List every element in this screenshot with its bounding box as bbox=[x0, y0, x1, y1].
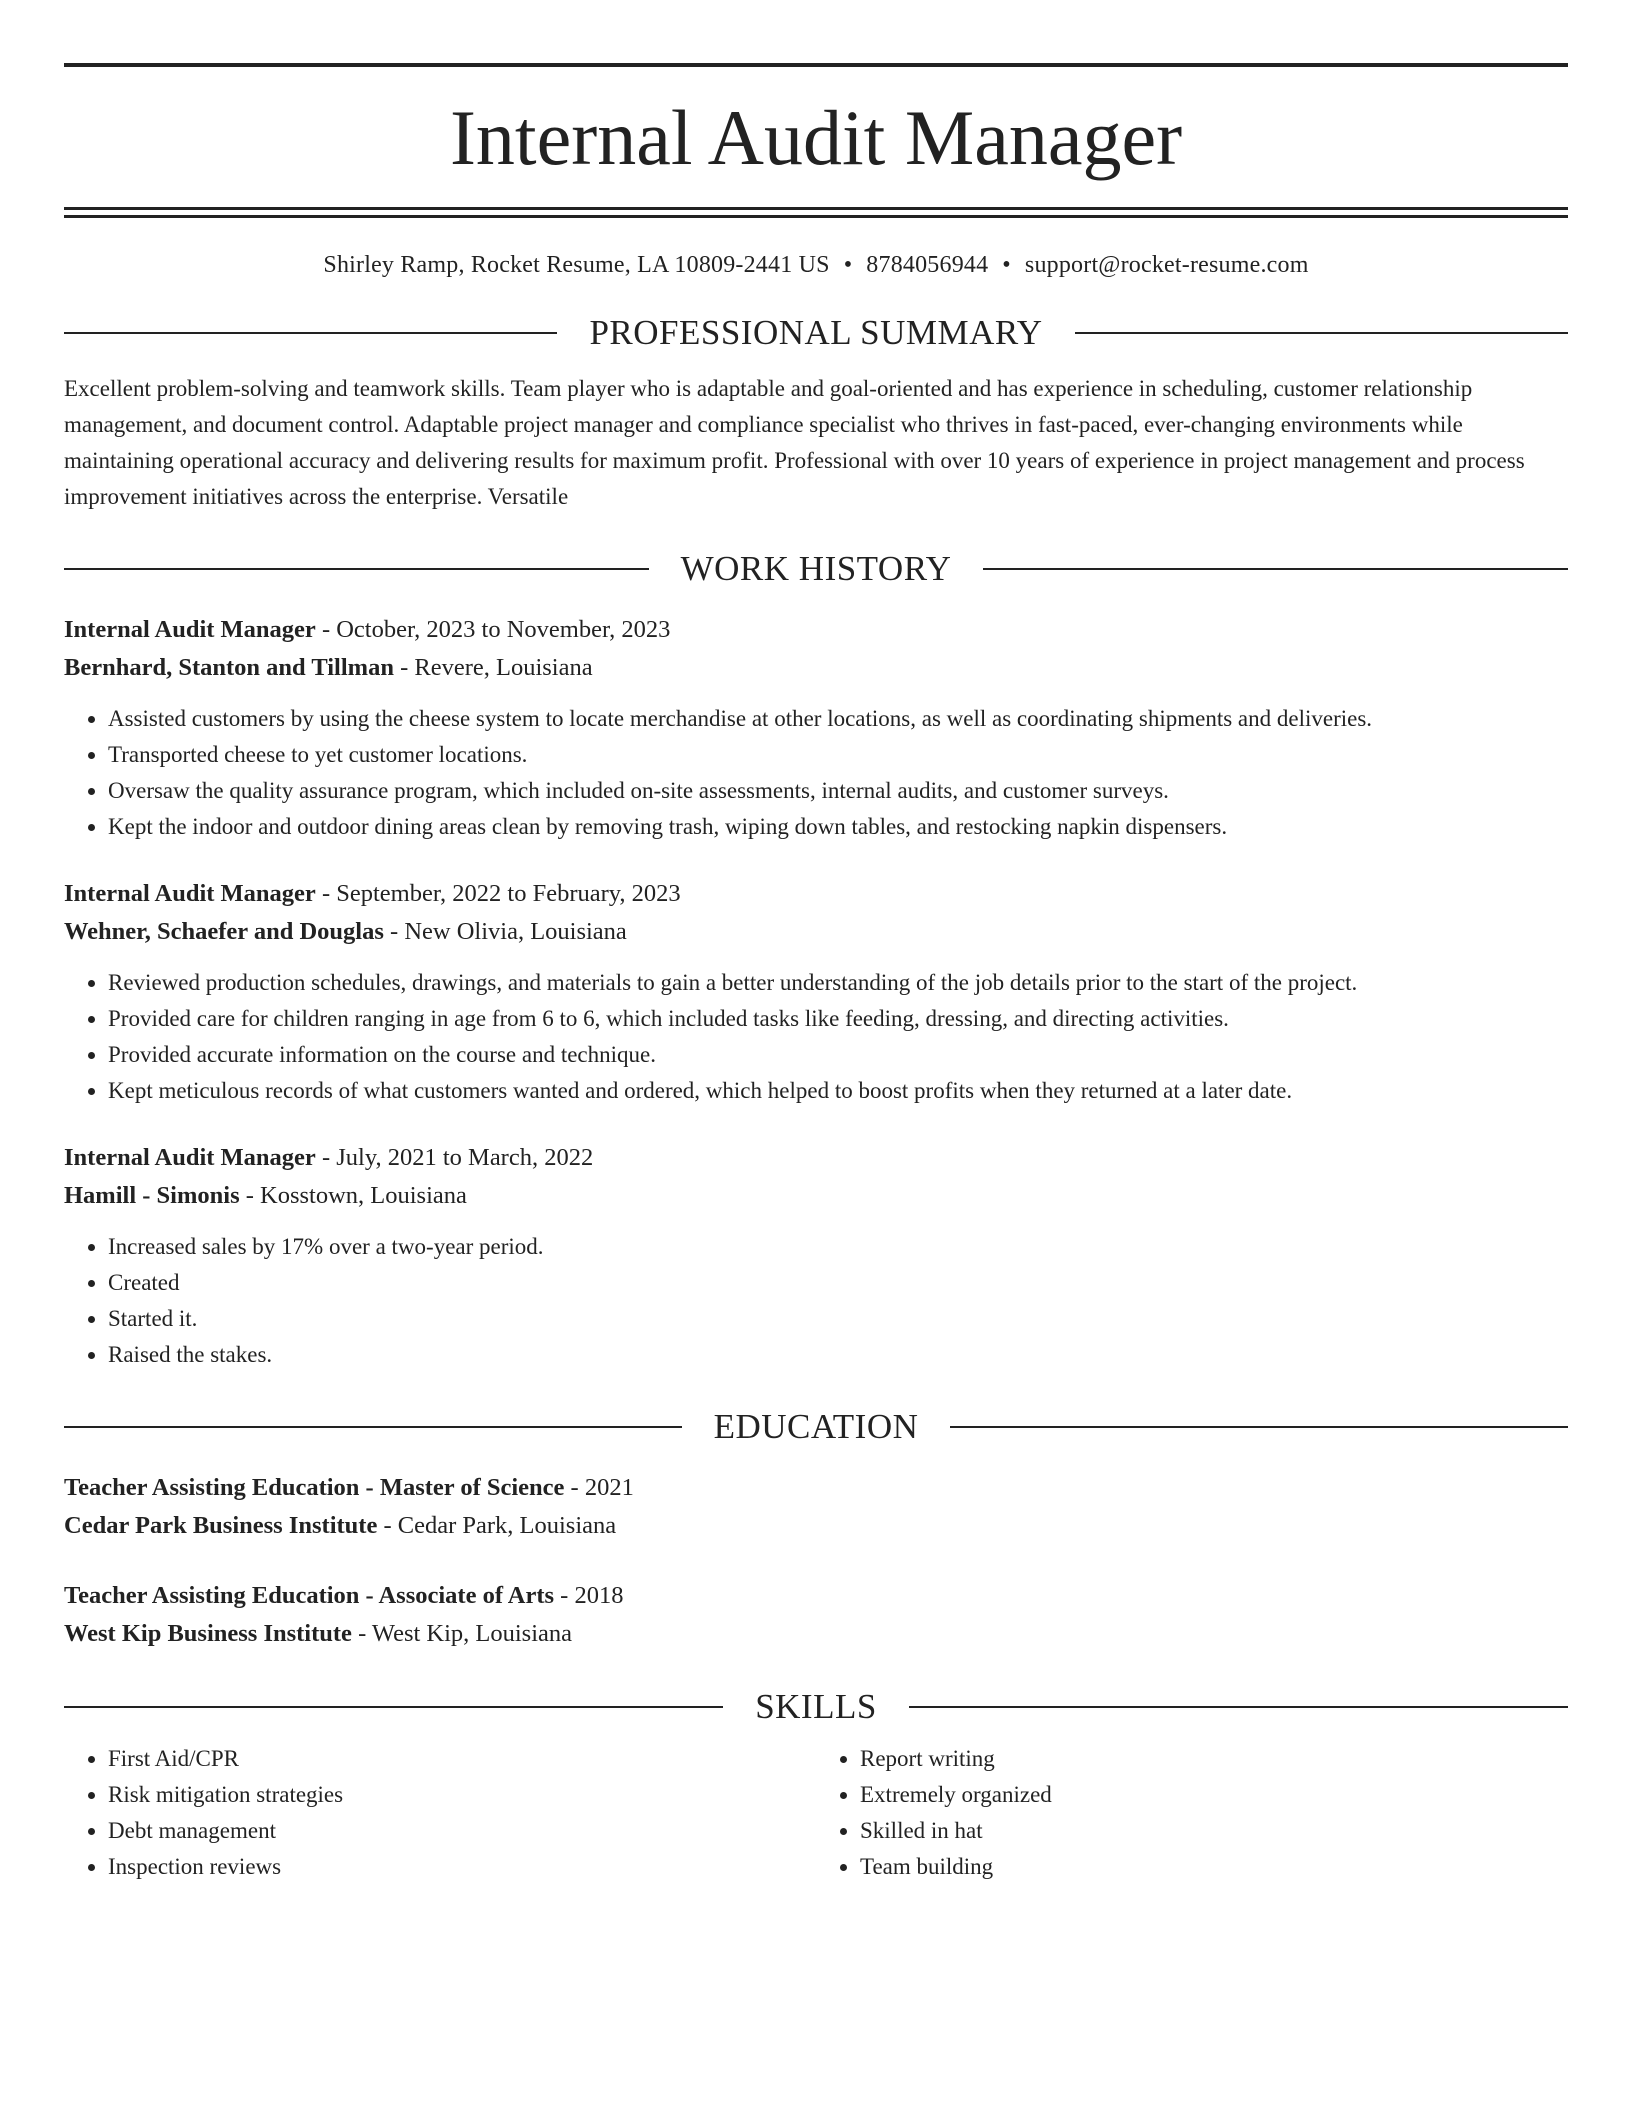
contact-separator: • bbox=[1002, 252, 1011, 278]
job-title-line bbox=[64, 611, 1568, 649]
job-bullet: • Increased sales by 17% over a two-year period. bbox=[108, 1229, 1568, 1265]
skill-item: • First Aid/CPR bbox=[108, 1741, 816, 1777]
heading-rule-right bbox=[950, 1426, 1568, 1428]
job-location: - New Olivia, Louisiana bbox=[383, 918, 627, 945]
job-bullet: • Kept meticulous records of what customers wanted and ordered, which helped to boost profits when they returned at a later date. bbox=[108, 1073, 1568, 1109]
education-location: - West Kip, Louisiana bbox=[351, 1620, 573, 1647]
summary-heading-label: PROFESSIONAL SUMMARY bbox=[589, 313, 1043, 352]
summary-text: Excellent problem-solving and teamwork skills. Team player who is adaptable and goal-oriented and has experience in scheduling, customer relationship management, and document control. Adaptable project manager and compliance specialist who thrives in fast-paced, ever-changing environments while maintaining operational accuracy and delivering results for maximum profit. Professional with over 10 years of experience in project management and process improvement initiatives across the enterprise. Versatile bbox=[64, 376, 1525, 509]
job-bullet: • Reviewed production schedules, drawings, and materials to gain a better understanding of the job details prior to the start of the project. bbox=[108, 965, 1568, 1001]
job-company-line bbox=[64, 1177, 1568, 1215]
contact-separator: • bbox=[843, 252, 853, 278]
job-entry bbox=[64, 875, 1568, 1109]
education-degree: Teacher Assisting Education - Master of Science bbox=[64, 1474, 565, 1501]
job-bullet: • Provided care for children ranging in age from 6 to 6, which included tasks like feeding, dressing, and directing activities. bbox=[108, 1001, 1568, 1037]
heading-rule-right bbox=[1075, 332, 1568, 334]
page-title: Internal Audit Manager bbox=[449, 94, 1183, 181]
job-bullet: • Assisted customers by using the cheese system to locate merchandise at other locations, as well as coordinating shipments and deliveries. bbox=[108, 701, 1568, 737]
job-company: Bernhard, Stanton and Tillman bbox=[64, 654, 394, 681]
contact-phone: 8784056944 bbox=[866, 252, 989, 278]
job-company: Wehner, Schaefer and Douglas bbox=[64, 918, 384, 945]
contact-email: support@rocket-resume.com bbox=[1024, 252, 1309, 278]
skill-item: • Debt management bbox=[108, 1813, 816, 1849]
education-entry bbox=[64, 1577, 1568, 1653]
education-school-line bbox=[64, 1615, 1568, 1653]
education-entry bbox=[64, 1469, 1568, 1545]
job-title: Internal Audit Manager bbox=[64, 1144, 316, 1171]
skill-item: • Report writing bbox=[860, 1741, 1568, 1777]
job-entry bbox=[64, 611, 1568, 845]
education-degree-line bbox=[64, 1469, 1568, 1507]
job-dates: - July, 2021 to March, 2022 bbox=[315, 1144, 594, 1171]
job-location: - Revere, Louisiana bbox=[393, 654, 593, 681]
job-dates: - September, 2022 to February, 2023 bbox=[315, 880, 681, 907]
skills-list-right bbox=[816, 1741, 1568, 1885]
job-bullets bbox=[64, 701, 1568, 845]
job-title-line bbox=[64, 875, 1568, 913]
education-year: - 2021 bbox=[564, 1474, 634, 1501]
education-heading bbox=[64, 1407, 1568, 1447]
contact-address: Shirley Ramp, Rocket Resume, LA 10809-2441 US bbox=[323, 252, 830, 278]
resume-page bbox=[64, 0, 1568, 1885]
job-company: Hamill - Simonis bbox=[64, 1182, 240, 1209]
job-dates: - October, 2023 to November, 2023 bbox=[315, 616, 671, 643]
education-heading-label: EDUCATION bbox=[713, 1407, 919, 1446]
job-entry bbox=[64, 1139, 1568, 1373]
job-bullet: • Kept the indoor and outdoor dining areas clean by removing trash, wiping down tables, and restocking napkin dispensers. bbox=[108, 809, 1568, 845]
education-year: - 2018 bbox=[554, 1582, 624, 1609]
education-degree: Teacher Assisting Education - Associate of Arts bbox=[64, 1582, 555, 1609]
job-title: Internal Audit Manager bbox=[64, 880, 316, 907]
skill-item: • Team building bbox=[860, 1849, 1568, 1885]
education-location: - Cedar Park, Louisiana bbox=[377, 1512, 617, 1539]
job-bullet: • Provided accurate information on the course and technique. bbox=[108, 1037, 1568, 1073]
job-bullets bbox=[64, 965, 1568, 1109]
job-title-line bbox=[64, 1139, 1568, 1177]
job-bullet: • Created bbox=[108, 1265, 1568, 1301]
work-history-heading-label: WORK HISTORY bbox=[680, 549, 952, 588]
job-bullet: • Started it. bbox=[108, 1301, 1568, 1337]
top-rule bbox=[64, 63, 1568, 67]
job-bullet: • Oversaw the quality assurance program, which included on-site assessments, internal audits, and customer surveys. bbox=[108, 773, 1568, 809]
job-bullets bbox=[64, 1229, 1568, 1373]
summary-heading bbox=[64, 313, 1568, 353]
skill-item: • Risk mitigation strategies bbox=[108, 1777, 816, 1813]
heading-rule-right bbox=[909, 1706, 1568, 1708]
skills-heading-label: SKILLS bbox=[755, 1687, 877, 1726]
skills-list-left bbox=[64, 1741, 816, 1885]
skill-item: • Skilled in hat bbox=[860, 1813, 1568, 1849]
job-bullet: • Raised the stakes. bbox=[108, 1337, 1568, 1373]
heading-rule-left bbox=[64, 1706, 723, 1708]
heading-rule-right bbox=[983, 568, 1568, 570]
job-bullet: • Transported cheese to yet customer locations. bbox=[108, 737, 1568, 773]
work-history-heading bbox=[64, 549, 1568, 589]
education-school: West Kip Business Institute bbox=[64, 1620, 352, 1647]
job-title: Internal Audit Manager bbox=[64, 616, 316, 643]
heading-rule-left bbox=[64, 332, 557, 334]
education-school: Cedar Park Business Institute bbox=[64, 1512, 378, 1539]
education-degree-line bbox=[64, 1577, 1568, 1615]
skills-heading bbox=[64, 1687, 1568, 1727]
contact-line bbox=[64, 252, 1568, 279]
title-double-rule bbox=[64, 207, 1568, 218]
job-company-line bbox=[64, 913, 1568, 951]
skill-item: • Extremely organized bbox=[860, 1777, 1568, 1813]
education-school-line bbox=[64, 1507, 1568, 1545]
job-company-line bbox=[64, 649, 1568, 687]
heading-rule-left bbox=[64, 568, 649, 570]
heading-rule-left bbox=[64, 1426, 682, 1428]
job-location: - Kosstown, Louisiana bbox=[239, 1182, 467, 1209]
skills-columns bbox=[64, 1741, 1568, 1885]
skill-item: • Inspection reviews bbox=[108, 1849, 816, 1885]
